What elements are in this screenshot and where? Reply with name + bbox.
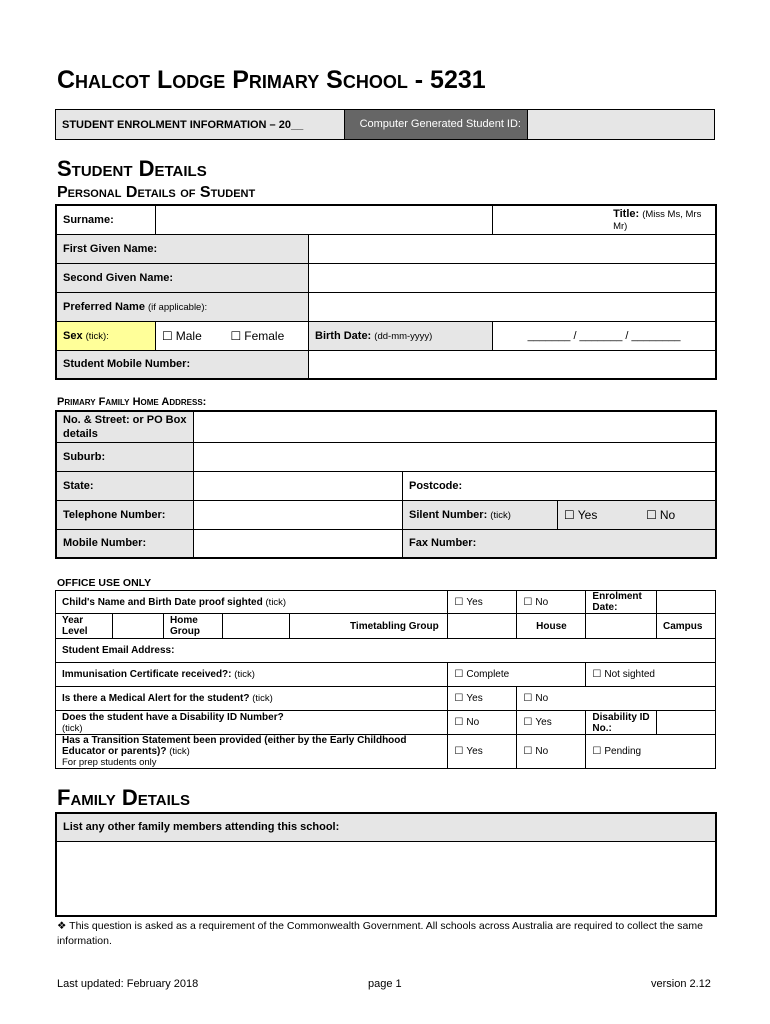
silent-number-label: Silent Number: (tick) <box>403 500 558 529</box>
medical-yes-checkbox[interactable]: ☐ Yes <box>454 693 482 704</box>
female-checkbox[interactable]: ☐ Female <box>230 329 284 343</box>
student-mobile-label: Student Mobile Number: <box>56 350 309 379</box>
disability-no-cell <box>448 711 517 735</box>
mobile-label: Mobile Number: <box>56 529 194 558</box>
house-label: House <box>517 614 586 639</box>
transition-no-cell <box>517 735 586 769</box>
suburb-label: Suburb: <box>56 442 194 471</box>
medical-yes-cell <box>448 687 517 711</box>
address-table <box>55 410 717 559</box>
silent-no-cell <box>640 500 716 529</box>
family-table <box>55 812 717 917</box>
transition-no-checkbox[interactable]: ☐ No <box>523 746 548 757</box>
house-field[interactable] <box>586 614 657 639</box>
personal-details-table <box>55 204 717 380</box>
birth-date-field[interactable]: _______ / _______ / ________ <box>493 321 716 350</box>
first-name-label: First Given Name: <box>56 234 309 263</box>
footer-version: version 2.12 <box>651 978 711 990</box>
immunisation-label: Immunisation Certificate received?: (tick) <box>56 663 448 687</box>
telephone-field[interactable] <box>194 500 403 529</box>
immunisation-not-sighted-cell <box>586 663 716 687</box>
telephone-label: Telephone Number: <box>56 500 194 529</box>
immunisation-complete-checkbox[interactable]: ☐ Complete <box>454 669 509 680</box>
immunisation-complete-cell <box>448 663 586 687</box>
section-family-details: Family Details <box>57 785 190 810</box>
office-use-table <box>55 590 716 769</box>
birth-proof-label: Child's Name and Birth Date proof sighted (tick) <box>56 591 448 614</box>
timetabling-group-field[interactable] <box>448 614 517 639</box>
birth-proof-no-checkbox[interactable]: ☐ No <box>523 597 548 608</box>
other-members-label: List any other family members attending this school: <box>56 813 716 841</box>
first-name-field[interactable] <box>309 234 717 263</box>
street-label: No. & Street: or PO Box details <box>56 411 194 442</box>
address-heading: Primary Family Home Address: <box>57 396 207 408</box>
footer-updated: Last updated: February 2018 <box>57 978 199 990</box>
suburb-field[interactable] <box>194 442 717 471</box>
birth-proof-no-cell <box>517 591 586 614</box>
other-members-field[interactable] <box>56 841 716 916</box>
surname-field[interactable] <box>156 205 493 234</box>
section-personal-details: Personal Details of Student <box>57 184 256 201</box>
silent-yes-checkbox[interactable]: ☐ Yes <box>564 508 597 522</box>
sex-label: Sex (tick): <box>56 321 156 350</box>
silent-no-checkbox[interactable]: ☐ No <box>646 508 675 522</box>
mobile-field[interactable] <box>194 529 403 558</box>
transition-label: Has a Transition Statement been provided (either by the Early Childhood Educator or parents)? (tick) For prep students only <box>56 735 448 769</box>
second-name-label: Second Given Name: <box>56 263 309 292</box>
enrolment-label: STUDENT ENROLMENT INFORMATION – 20__ <box>56 110 345 140</box>
note-symbol-icon: ❖ <box>57 920 67 932</box>
state-label: State: <box>56 471 194 500</box>
enrolment-date-label: Enrolment Date: <box>586 591 657 614</box>
surname-label: Surname: <box>56 205 156 234</box>
birth-date-label: Birth Date: (dd-mm-yyyy) <box>309 321 493 350</box>
postcode-label: Postcode: <box>403 471 717 500</box>
commonwealth-note: ❖ This question is asked as a requirement of the Commonwealth Government. All schools across Australia are required to collect the same information. <box>57 920 703 947</box>
medical-alert-label: Is there a Medical Alert for the student? (tick) <box>56 687 448 711</box>
disability-yes-checkbox[interactable]: ☐ Yes <box>523 717 551 728</box>
transition-yes-cell <box>448 735 517 769</box>
disability-yes-cell <box>517 711 586 735</box>
fax-label: Fax Number: <box>403 529 717 558</box>
medical-no-checkbox[interactable]: ☐ No <box>523 693 548 704</box>
disability-no-checkbox[interactable]: ☐ No <box>454 717 479 728</box>
immunisation-not-sighted-checkbox[interactable]: ☐ Not sighted <box>592 669 655 680</box>
state-field[interactable] <box>194 471 403 500</box>
timetabling-group-label: Timetabling Group <box>290 614 448 639</box>
sex-options <box>156 321 309 350</box>
year-level-field[interactable] <box>113 614 164 639</box>
street-field[interactable] <box>194 411 717 442</box>
campus-label: Campus <box>657 614 716 639</box>
home-group-field[interactable] <box>223 614 290 639</box>
transition-pending-checkbox[interactable]: ☐ Pending <box>592 746 641 757</box>
cg-id-field[interactable] <box>528 110 715 140</box>
enrolment-header <box>55 109 715 140</box>
page-title: Chalcot Lodge Primary School - 5231 <box>57 66 486 94</box>
year-level-label: Year Level <box>56 614 113 639</box>
student-email-label: Student Email Address: <box>56 639 716 663</box>
male-checkbox[interactable]: ☐ Male <box>162 329 202 343</box>
section-student-details: Student Details <box>57 156 207 181</box>
birth-proof-yes-cell <box>448 591 517 614</box>
medical-no-cell <box>517 687 716 711</box>
transition-yes-checkbox[interactable]: ☐ Yes <box>454 746 482 757</box>
footer-page: page 1 <box>368 978 402 990</box>
birth-proof-yes-checkbox[interactable]: ☐ Yes <box>454 597 482 608</box>
transition-pending-cell <box>586 735 716 769</box>
preferred-name-field[interactable] <box>309 292 717 321</box>
disability-id-label: Disability ID No.: <box>586 711 657 735</box>
silent-yes-cell <box>558 500 641 529</box>
office-use-heading: OFFICE USE ONLY <box>57 577 152 589</box>
disability-id-field[interactable] <box>656 711 715 735</box>
student-mobile-field[interactable] <box>309 350 717 379</box>
preferred-name-label: Preferred Name (if applicable): <box>56 292 309 321</box>
second-name-field[interactable] <box>309 263 717 292</box>
disability-label: Does the student have a Disability ID Number? (tick) <box>56 711 448 735</box>
home-group-label: Home Group <box>164 614 223 639</box>
title-label: Title: (Miss Ms, Mrs Mr) <box>493 205 716 234</box>
cg-id-label: Computer Generated Student ID: <box>345 110 528 140</box>
enrolment-date-field[interactable] <box>656 591 715 614</box>
